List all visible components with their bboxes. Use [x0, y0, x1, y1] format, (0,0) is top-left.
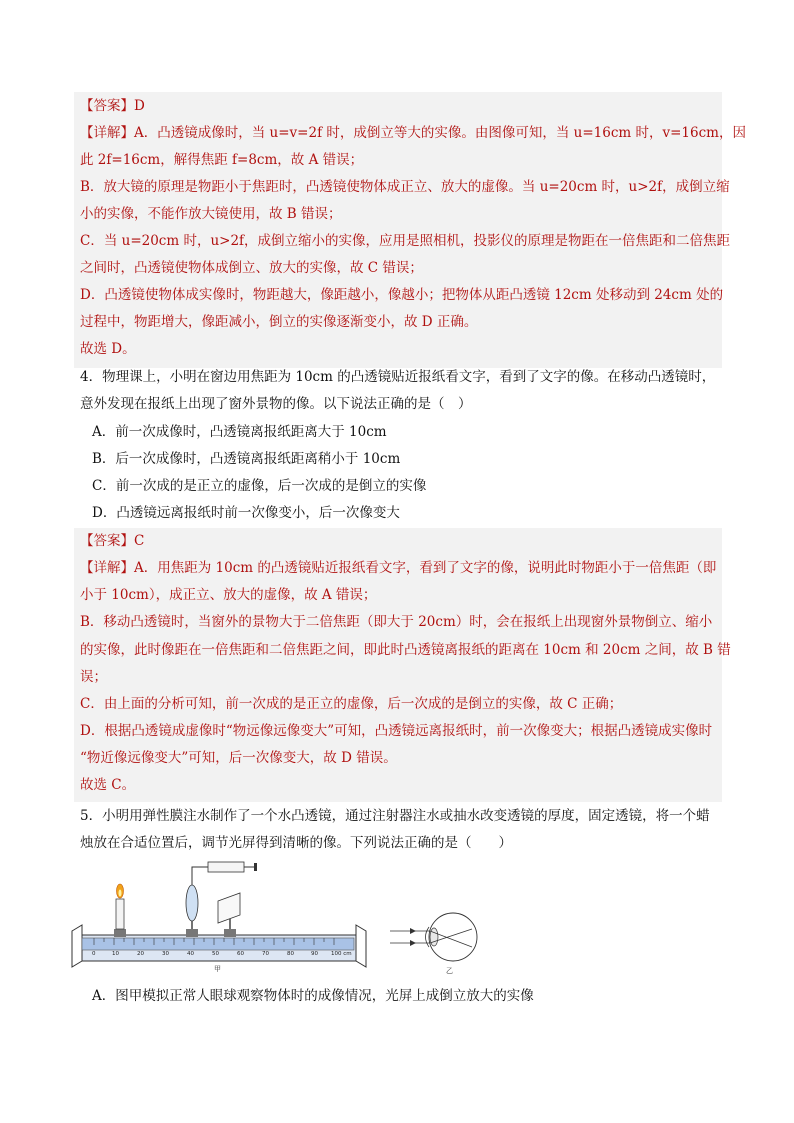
answer-3-header [80, 96, 145, 116]
answer-4-line: 小于 10cm），成正立、放大的虚像，故 A 错误； [80, 587, 377, 603]
question-5-option-a: A．图甲模拟正常人眼球观察物体时的成像情况，光屏上成倒立放大的实像 [92, 988, 534, 1004]
light-screen [218, 893, 240, 937]
answer-4-line: 【详解】A．用焦距为 10cm 的凸透镜贴近报纸看文字，看到了文字的像，说明此时物距小于一倍焦距（即 [80, 560, 717, 576]
tick-label: 50 [212, 951, 219, 957]
answer-4-line: 的实像，此时像距在一倍焦距和二倍焦距之间，即此时凸透镜离报纸的距离在 10cm 和 20cm 之间，故 B 错 [80, 642, 731, 658]
answer-3-line: 之间时，凸透镜使物体成倒立、放大的实像，故 C 错误； [80, 260, 423, 276]
tick-label: 20 [137, 951, 144, 957]
question-4-option-c: C．前一次成的是正立的虚像，后一次成的是倒立的实像 [92, 478, 427, 494]
tick-label: 100 cm [331, 951, 352, 957]
candle [114, 884, 126, 937]
answer-4-line: C．由上面的分析可知，前一次成的是正立的虚像，后一次成的是倒立的实像，故 C 正确； [80, 696, 623, 712]
tick-label: 10 [112, 951, 119, 957]
label-jia: 甲 [214, 965, 221, 973]
answer-3-line: 过程中，物距增大，像距减小，倒立的实像逐渐变小，故 D 正确。 [80, 314, 478, 330]
answer-4-line: B．移动凸透镜时，当窗外的景物大于二倍焦距（即大于 20cm）时，会在报纸上出现窗外景物倒立、缩小 [80, 614, 713, 630]
question-4-option-d: D．凸透镜远离报纸时前一次像变小，后一次像变大 [92, 505, 400, 521]
answer-3-line: 此 2f=16cm，解得焦距 f=8cm，故 A 错误； [80, 152, 364, 168]
answer-3-line: B．放大镜的原理是物距小于焦距时，凸透镜使物体成正立、放大的虚像。当 u=20cm 时，u>2f，成倒立缩 [80, 179, 730, 195]
answer-3-line: D．凸透镜使物体成实像时，物距越大，像距越小，像越小；把物体从距凸透镜 12cm 处移动到 24cm 处的 [80, 287, 724, 303]
answer-value: D [134, 98, 145, 114]
answer-tag: 【答案】 [80, 533, 134, 549]
answer-value: C [134, 533, 145, 549]
answer-3-line: C．当 u=20cm 时，u>2f，成倒立缩小的实像，应用是照相机，投影仪的原理是物距在一倍焦距和二倍焦距 [80, 233, 731, 249]
question-4-stem: 4．物理课上，小明在窗边用焦距为 10cm 的凸透镜贴近报纸看文字，看到了文字的像。在移动凸透镜时， [80, 369, 716, 385]
question-4-option-a: A．前一次成像时，凸透镜离报纸距离大于 10cm [92, 424, 387, 440]
answer-4-line: “物近像远像变大”可知，后一次像变大，故 D 错误。 [80, 750, 397, 766]
answer-3-line: 小的实像，不能作放大镜使用，故 B 错误； [80, 206, 342, 222]
question-5-figure [68, 855, 498, 980]
eye-diagram [390, 913, 477, 961]
tick-label: 70 [262, 951, 269, 957]
answer-4-header [80, 531, 144, 551]
tick-label: 30 [162, 951, 169, 957]
label-yi: 乙 [446, 967, 453, 975]
tick-label: 90 [311, 951, 318, 957]
question-4-stem: 意外发现在报纸上出现了窗外景物的像。以下说法正确的是（ ） [80, 396, 472, 412]
question-5-stem: 5．小明用弹性膜注水制作了一个水凸透镜，通过注射器注水或抽水改变透镜的厚度，固定透镜，将一个蜡 [80, 808, 710, 824]
tick-label: 40 [187, 951, 194, 957]
question-5-stem: 烛放在合适位置后，调节光屏得到清晰的像。下列说法正确的是（ ） [80, 835, 512, 851]
tick-label: 0 [92, 951, 96, 957]
answer-tag: 【答案】 [80, 98, 134, 114]
answer-4-line: 故选 C。 [80, 777, 136, 793]
tick-label: 60 [237, 951, 244, 957]
answer-4-line: D．根据凸透镜成虚像时“物远像远像变大”可知，凸透镜远离报纸时，前一次像变大；根据凸透镜成实像时 [80, 723, 713, 739]
question-4-option-b: B．后一次成像时，凸透镜离报纸距离稍小于 10cm [92, 451, 401, 467]
answer-4-line: 误； [80, 669, 107, 685]
tick-label: 80 [287, 951, 294, 957]
answer-3-line: 【详解】A．凸透镜成像时，当 u=v=2f 时，成倒立等大的实像。由图像可知，当 u=16cm 时，v=16cm，因 [80, 125, 746, 141]
answer-3-line: 故选 D。 [80, 341, 136, 357]
